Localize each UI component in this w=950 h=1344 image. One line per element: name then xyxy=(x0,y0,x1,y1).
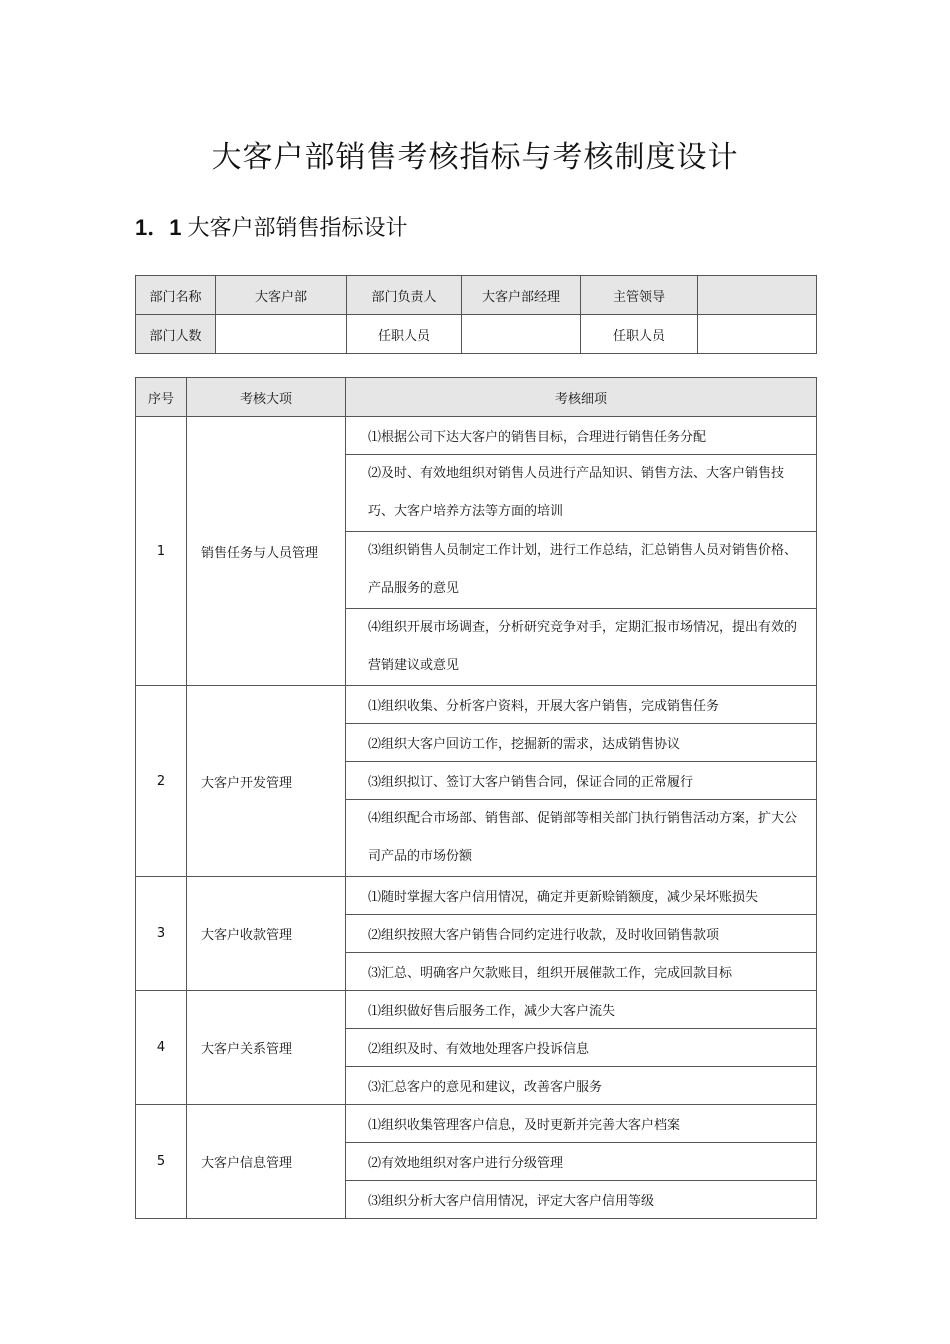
row-category: 大客户开发管理 xyxy=(187,686,346,877)
table-row xyxy=(136,686,817,724)
info-row xyxy=(136,315,817,354)
detail-item: ⑴组织做好售后服务工作，减少大客户流失 xyxy=(346,991,817,1029)
info-cell: 部门名称 xyxy=(136,276,216,315)
kpi-table xyxy=(135,377,817,1219)
info-cell xyxy=(698,276,817,315)
table-row xyxy=(136,1105,817,1143)
table-row xyxy=(136,417,817,455)
row-seq: 1 xyxy=(136,417,187,686)
header-detail: 考核细项 xyxy=(346,378,817,417)
info-cell xyxy=(698,315,817,354)
info-cell: 部门人数 xyxy=(136,315,216,354)
detail-item: ⑴随时掌握大客户信用情况，确定并更新赊销额度，减少呆坏账损失 xyxy=(346,877,817,915)
table-row xyxy=(136,991,817,1029)
section-heading xyxy=(135,211,408,242)
detail-item: ⑶汇总、明确客户欠款账目，组织开展催款工作，完成回款目标 xyxy=(346,953,817,991)
row-category: 大客户信息管理 xyxy=(187,1105,346,1219)
detail-item: ⑵组织及时、有效地处理客户投诉信息 xyxy=(346,1029,817,1067)
row-seq: 3 xyxy=(136,877,187,991)
info-cell: 任职人员 xyxy=(581,315,698,354)
row-category: 大客户关系管理 xyxy=(187,991,346,1105)
detail-item: ⑵有效地组织对客户进行分级管理 xyxy=(346,1143,817,1181)
detail-item: ⑵组织按照大客户销售合同约定进行收款，及时收回销售款项 xyxy=(346,915,817,953)
info-row xyxy=(136,276,817,315)
detail-item: ⑶汇总客户的意见和建议，改善客户服务 xyxy=(346,1067,817,1105)
detail-item: ⑵组织大客户回访工作，挖掘新的需求，达成销售协议 xyxy=(346,724,817,762)
department-info-table xyxy=(135,275,817,354)
row-seq: 5 xyxy=(136,1105,187,1219)
header-seq: 序号 xyxy=(136,378,187,417)
detail-item: ⑴组织收集、分析客户资料，开展大客户销售，完成销售任务 xyxy=(346,686,817,724)
table-row xyxy=(136,877,817,915)
section-number: 1．1 xyxy=(135,215,182,240)
detail-item: ⑴根据公司下达大客户的销售目标，合理进行销售任务分配 xyxy=(346,417,817,455)
info-cell: 大客户部 xyxy=(216,276,347,315)
detail-item: ⑷组织开展市场调查，分析研究竞争对手，定期汇报市场情况，提出有效的营销建议或意见 xyxy=(346,609,817,686)
detail-item: ⑷组织配合市场部、销售部、促销部等相关部门执行销售活动方案，扩大公司产品的市场份额 xyxy=(346,800,817,877)
kpi-header-row xyxy=(136,378,817,417)
section-title: 大客户部销售指标设计 xyxy=(187,216,408,241)
header-category: 考核大项 xyxy=(187,378,346,417)
info-cell: 主管领导 xyxy=(581,276,698,315)
info-cell xyxy=(462,315,581,354)
info-cell: 任职人员 xyxy=(347,315,462,354)
detail-item: ⑴组织收集管理客户信息，及时更新并完善大客户档案 xyxy=(346,1105,817,1143)
row-seq: 4 xyxy=(136,991,187,1105)
detail-item: ⑵及时、有效地组织对销售人员进行产品知识、销售方法、大客户销售技巧、大客户培养方法等方面的培训 xyxy=(346,455,817,532)
info-cell: 大客户部经理 xyxy=(462,276,581,315)
detail-item: ⑶组织销售人员制定工作计划，进行工作总结，汇总销售人员对销售价格、产品服务的意见 xyxy=(346,532,817,609)
info-cell xyxy=(216,315,347,354)
page-title: 大客户部销售考核指标与考核制度设计 xyxy=(211,140,739,175)
detail-item: ⑶组织分析大客户信用情况，评定大客户信用等级 xyxy=(346,1181,817,1219)
info-cell: 部门负责人 xyxy=(347,276,462,315)
row-category: 销售任务与人员管理 xyxy=(187,417,346,686)
row-seq: 2 xyxy=(136,686,187,877)
row-category: 大客户收款管理 xyxy=(187,877,346,991)
detail-item: ⑶组织拟订、签订大客户销售合同，保证合同的正常履行 xyxy=(346,762,817,800)
